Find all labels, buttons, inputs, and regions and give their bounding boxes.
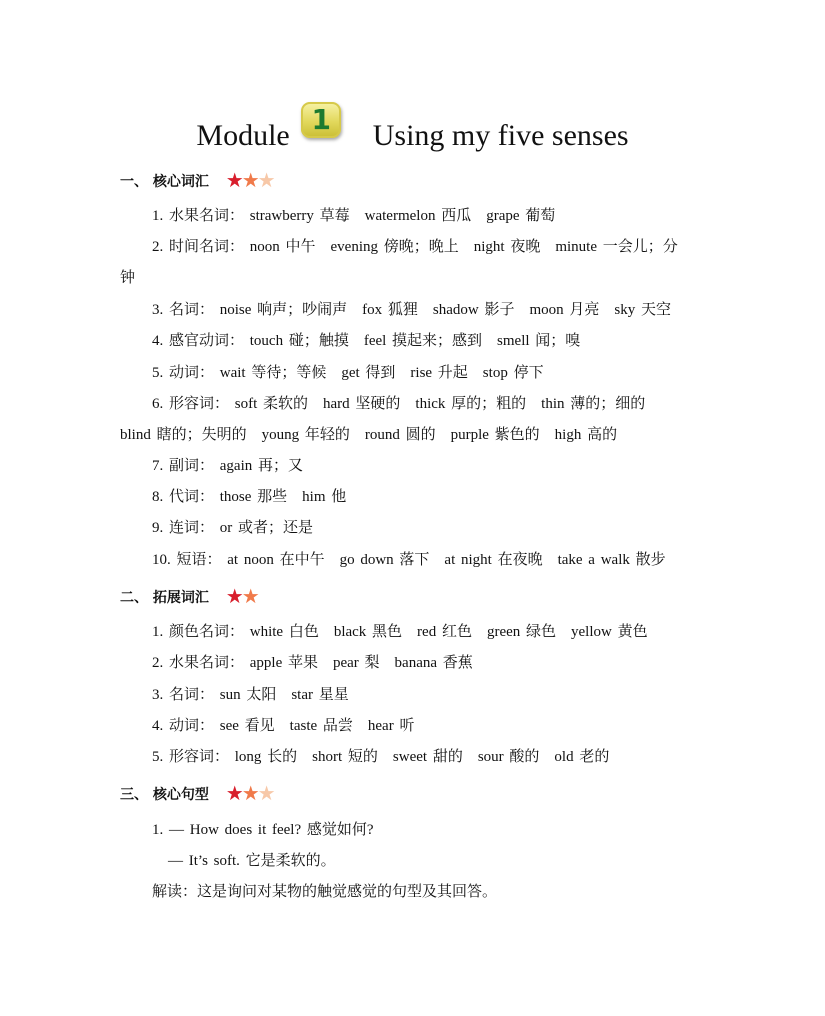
module-number-badge-icon: 1 [301, 102, 341, 138]
title-module-word: Module [196, 119, 290, 153]
vocab-line-7: 7. 副词： again 再；又 [152, 458, 303, 474]
section-heading-text: 一、 核心词汇 [120, 174, 209, 190]
extended-line-1: 1. 颜色名词： white 白色 black 黑色 red 红色 green 绿色 yellow 黄色 [152, 624, 648, 640]
page-title [0, 104, 825, 166]
title-subtitle: Using my five senses [372, 119, 629, 153]
vocab-line-2-cont: 钟 [120, 270, 136, 286]
section-heading-core-sentences [120, 783, 274, 805]
rating-stars-icon: ★★★ [225, 168, 274, 192]
vocab-line-6-cont: blind 瞎的；失明的 young 年轻的 round 圆的 purple 紫色的 high 高的 [120, 427, 618, 443]
vocab-line-5: 5. 动词： wait 等待；等候 get 得到 rise 升起 stop 停下 [152, 365, 544, 381]
sentence-explanation: 解读：这是询问对某物的触觉感觉的句型及其回答。 [152, 884, 498, 900]
vocab-line-1: 1. 水果名词： strawberry 草莓 watermelon 西瓜 grape 葡萄 [152, 208, 556, 224]
vocab-line-4: 4. 感官动词： touch 碰；触摸 feel 摸起来；感到 smell 闻；嗅 [152, 333, 581, 349]
extended-line-4: 4. 动词： see 看见 taste 品尝 hear 听 [152, 718, 415, 734]
sentence-question: 1. — How does it feel? 感觉如何? [152, 822, 374, 838]
vocab-line-2: 2. 时间名词： noon 中午 evening 傍晚；晚上 night 夜晚 minute 一会儿；分 [152, 239, 678, 255]
extended-line-3: 3. 名词： sun 太阳 star 星星 [152, 687, 349, 703]
section-heading-text: 三、 核心句型 [120, 787, 209, 803]
extended-line-5: 5. 形容词： long 长的 short 短的 sweet 甜的 sour 酸的 old 老的 [152, 749, 610, 765]
section-heading-extended-vocabulary [120, 586, 258, 608]
vocab-line-10: 10. 短语： at noon 在中午 go down 落下 at night 在夜晚 take a walk 散步 [152, 552, 666, 568]
extended-line-2: 2. 水果名词： apple 苹果 pear 梨 banana 香蕉 [152, 655, 473, 671]
rating-stars-icon: ★★ [225, 584, 258, 608]
vocab-line-8: 8. 代词： those 那些 him 他 [152, 489, 347, 505]
rating-stars-icon: ★★★ [225, 781, 274, 805]
sentence-answer: — It’s soft. 它是柔软的。 [168, 853, 336, 869]
section-heading-text: 二、 拓展词汇 [120, 590, 209, 606]
section-heading-core-vocabulary [120, 170, 274, 192]
vocab-line-9: 9. 连词： or 或者；还是 [152, 520, 313, 536]
vocab-line-3: 3. 名词： noise 响声；吵闹声 fox 狐狸 shadow 影子 moon 月亮 sky 天空 [152, 302, 671, 318]
vocab-line-6: 6. 形容词： soft 柔软的 hard 坚硬的 thick 厚的；粗的 thin 薄的；细的 [152, 396, 646, 412]
